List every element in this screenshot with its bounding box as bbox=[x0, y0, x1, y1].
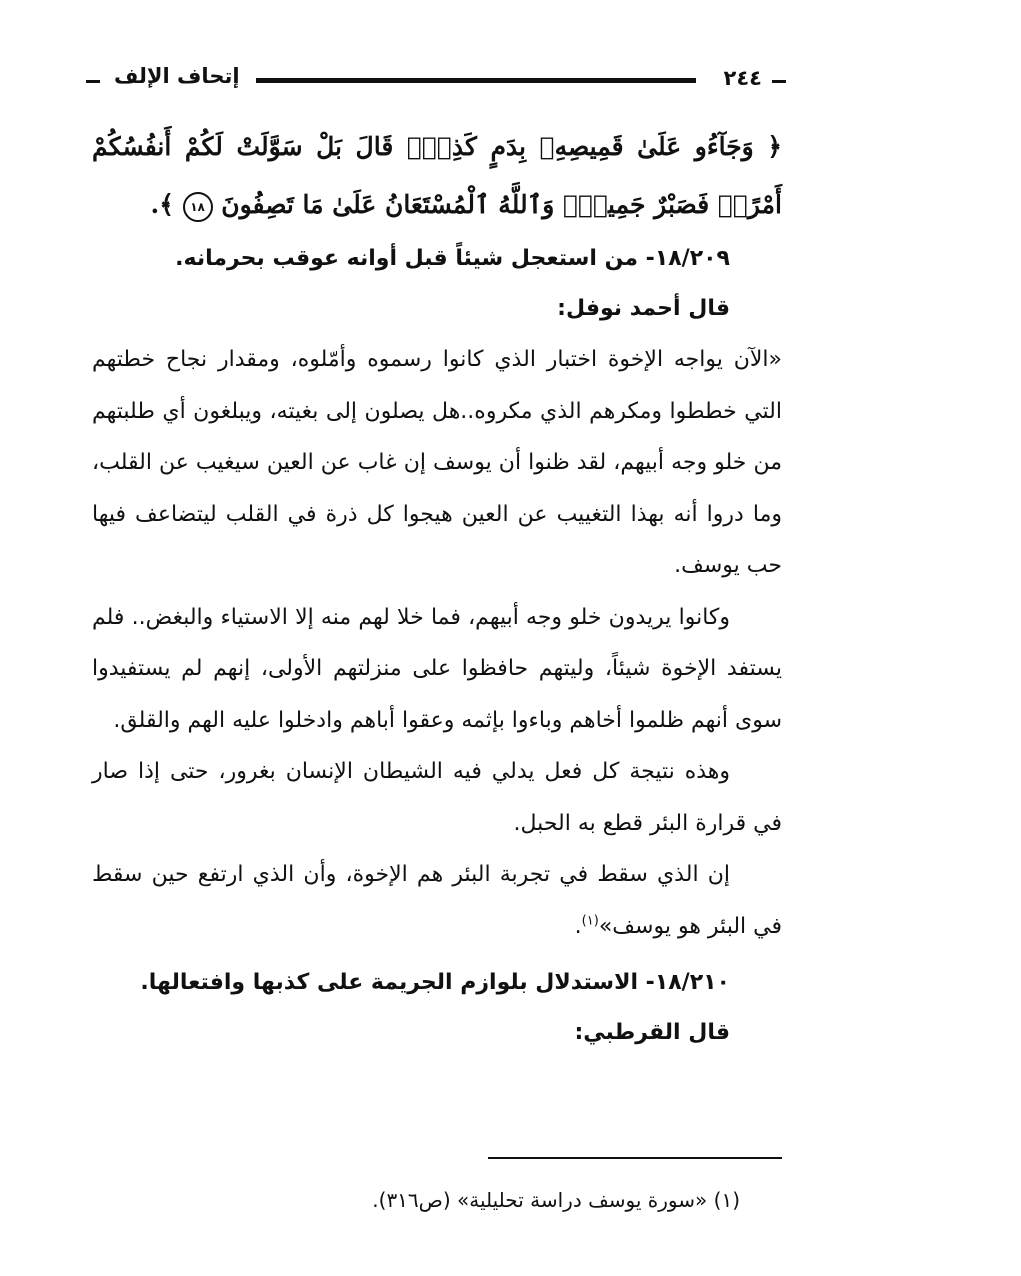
paragraph-text: إن الذي سقط في تجربة البئر هم الإخوة، وأن الذي ارتفع حين سقط في البئر هو يوسف» bbox=[92, 862, 782, 939]
footnote bbox=[300, 1188, 740, 1212]
header-dash-left bbox=[86, 80, 100, 83]
footnote-marker: (١) bbox=[713, 1188, 740, 1212]
paragraph: وكانوا يريدون خلو وجه أبيهم، فما خلا لهم منه إلا الاستياء والبغض.. فلم يستفد الإخوة شيئاً، وليتهم حافظوا على منزلتهم الأولى، إنهم لم يستفيدوا سوى أنهم ظلموا أخاهم وباءوا بإثمه وعقوا أباهم وادخلوا عليه الهم والقلق. bbox=[92, 604, 782, 733]
footnote-ref: (١) bbox=[581, 913, 599, 929]
paragraph-last: إن الذي سقط في تجربة البئر هم الإخوة، وأن الذي ارتفع حين سقط في البئر هو يوسف»$^{(١)}$. bbox=[92, 862, 782, 939]
entry-title: الاستدلال بلوازم الجريمة على كذبها وافتعالها. bbox=[140, 970, 638, 995]
page-number: ٢٤٤ bbox=[723, 66, 762, 90]
quran-close-bracket: ﴾. bbox=[150, 190, 174, 219]
paragraph: وهذه نتيجة كل فعل يدلي فيه الشيطان الإنسان بغرور، حتى إذا صار في قرارة البئر قطع به الحبل. bbox=[92, 759, 782, 836]
quran-text: وَجَآءُو عَلَىٰ قَمِيصِهِۦ بِدَمٍ كَذِبٍۚ قَالَ بَلْ سَوَّلَتْ لَكُمْ أَنفُسُكُمْ أَمْرًاۖ فَصَبْرٌ جَمِيلٌۖ وَٱللَّهُ ٱلْمُسْتَعَانُ عَلَىٰ مَا تَصِفُونَ bbox=[92, 132, 782, 219]
header-dash-right bbox=[772, 80, 786, 83]
header-rule bbox=[256, 78, 696, 83]
footnote-divider bbox=[488, 1157, 782, 1159]
verse-number-mark: ١٨ bbox=[183, 192, 213, 222]
entry-number: ١٨/٢٠٩- bbox=[645, 246, 730, 271]
footnote-text: «سورة يوسف دراسة تحليلية» (ص٣١٦). bbox=[372, 1188, 708, 1212]
book-title: إتحاف الإلف bbox=[114, 64, 240, 88]
entry-heading bbox=[92, 958, 782, 1008]
entry-heading bbox=[92, 234, 782, 284]
quran-verse bbox=[92, 118, 782, 234]
page-header bbox=[86, 62, 786, 102]
entry-number: ١٨/٢١٠- bbox=[645, 970, 730, 995]
speaker-line: قال القرطبي: bbox=[574, 1020, 730, 1045]
paragraph: «الآن يواجه الإخوة اختبار الذي كانوا رسموه وأمّلوه، ومقدار نجاح خطتهم التي خططوا ومكرهم الذي مكروه..هل يصلون إلى بغيته، ويبلغون أي طلبتهم من خلو وجه أبيهم، لقد ظنوا أن يوسف إن غاب عن العين سيغيب عن القلب، وما دروا أنه بهذا التغييب عن العين هيجوا كل ذرة في القلب ليتضاعف فيها حب يوسف. bbox=[92, 347, 782, 578]
speaker-line: قال أحمد نوفل: bbox=[557, 296, 730, 321]
page-body bbox=[92, 118, 782, 1058]
entry-title: من استعجل شيئاً قبل أوانه عوقب بحرمانه. bbox=[175, 246, 638, 271]
quran-open-bracket: ﴿ bbox=[767, 132, 782, 161]
